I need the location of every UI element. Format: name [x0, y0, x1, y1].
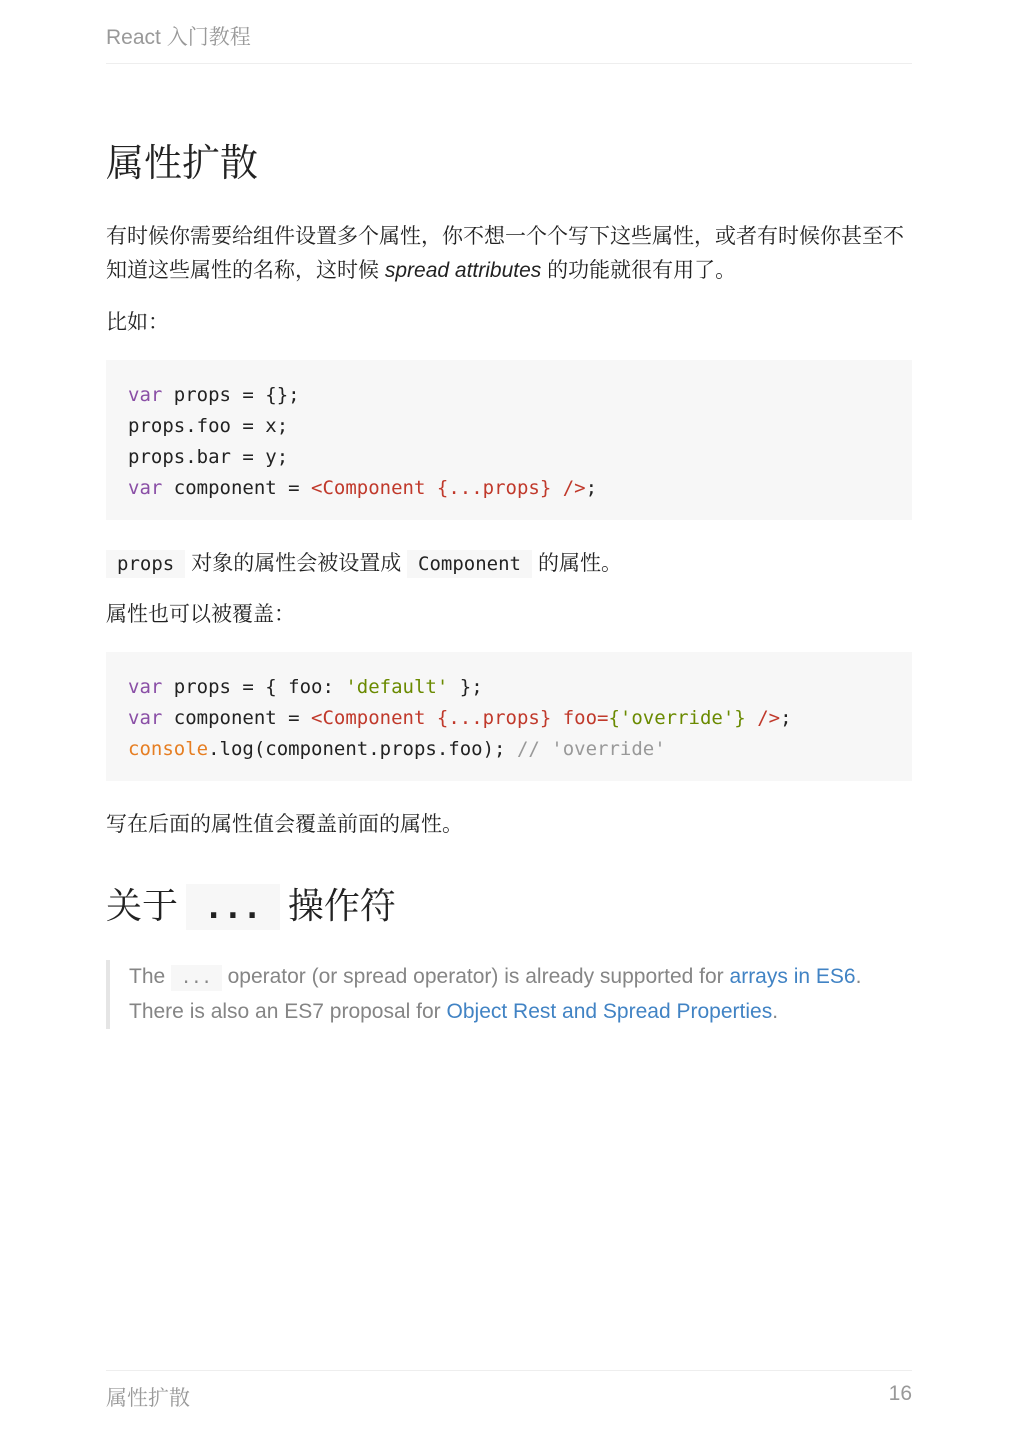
props-note-text-a: 对象的属性会被设置成: [191, 552, 402, 575]
code-text: ;: [780, 707, 792, 729]
code-line: [128, 672, 890, 703]
code-text: props = {};: [162, 384, 300, 406]
code-keyword: var: [128, 707, 163, 729]
code-line: props.bar = y;: [128, 446, 289, 468]
running-header: React 入门教程: [106, 26, 251, 49]
footer-section-name: 属性扩散: [106, 1387, 190, 1410]
props-note: [106, 547, 912, 581]
link-object-rest-spread[interactable]: Object Rest and Spread Properties: [446, 1000, 773, 1023]
code-builtin: console: [128, 738, 209, 760]
page-number: 16: [888, 1382, 912, 1405]
code-jsx-tag-end: />: [745, 707, 781, 729]
code-line: [128, 734, 890, 765]
props-note-text-b: 的属性。: [538, 552, 622, 575]
note-blockquote: [106, 960, 912, 1029]
code-block-override: [106, 652, 912, 781]
footer-divider: [106, 1370, 912, 1371]
quote-text: The: [129, 965, 172, 988]
override-label: 属性也可以被覆盖：: [106, 603, 295, 626]
code-keyword: var: [128, 384, 163, 406]
code-text: props = { foo:: [162, 676, 346, 698]
code-line: [128, 380, 890, 411]
code-text: .log(component.props.foo);: [208, 738, 517, 760]
quote-text: . There is also an ES7 proposal for: [129, 965, 862, 1023]
override-note: 写在后面的属性值会覆盖前面的属性。: [106, 813, 463, 836]
link-arrays-es6[interactable]: arrays in ES6: [729, 965, 856, 988]
code-text: ;: [585, 477, 598, 499]
code-text: component =: [162, 707, 312, 729]
code-string: 'default': [345, 676, 449, 698]
code-line: props.foo = x;: [128, 415, 289, 437]
example-label: 比如：: [106, 311, 169, 334]
code-keyword: var: [128, 477, 163, 499]
intro-text-b: 的功能就很有用了。: [541, 259, 737, 282]
intro-paragraph: [106, 220, 912, 288]
quote-text: .: [772, 1000, 779, 1023]
section-title: 属性扩散: [106, 143, 259, 185]
quote-inline-code: ...: [171, 965, 222, 991]
subsection-title: [106, 880, 396, 933]
inline-code-component: Component: [407, 550, 532, 578]
inline-code-props: props: [106, 550, 185, 578]
code-line: [128, 473, 890, 504]
header-divider: [106, 63, 912, 64]
document-page: [106, 0, 912, 1440]
intro-text-a: 有时候你需要给组件设置多个属性，你不想一个个写下这些属性，或者有时候你甚至不知道这些属性的名称，这时候: [106, 225, 904, 282]
subsection-title-a: 关于: [106, 885, 179, 926]
code-jsx-tag: <Component {...props} foo=: [311, 707, 609, 729]
subsection-title-b: 操作符: [287, 885, 396, 926]
code-jsx-tag: <Component {...props} />: [311, 477, 586, 499]
code-text: component =: [162, 477, 312, 499]
code-line: [128, 703, 890, 734]
quote-text: operator (or spread operator) is already supported for: [221, 965, 730, 988]
code-comment: // 'override': [516, 738, 666, 760]
code-block-spread: [106, 360, 912, 520]
code-keyword: var: [128, 676, 163, 698]
code-text: };: [448, 676, 483, 698]
intro-emphasis: spread attributes: [384, 259, 542, 282]
subsection-title-code: ...: [186, 884, 280, 930]
code-string: {'override'}: [608, 707, 746, 729]
